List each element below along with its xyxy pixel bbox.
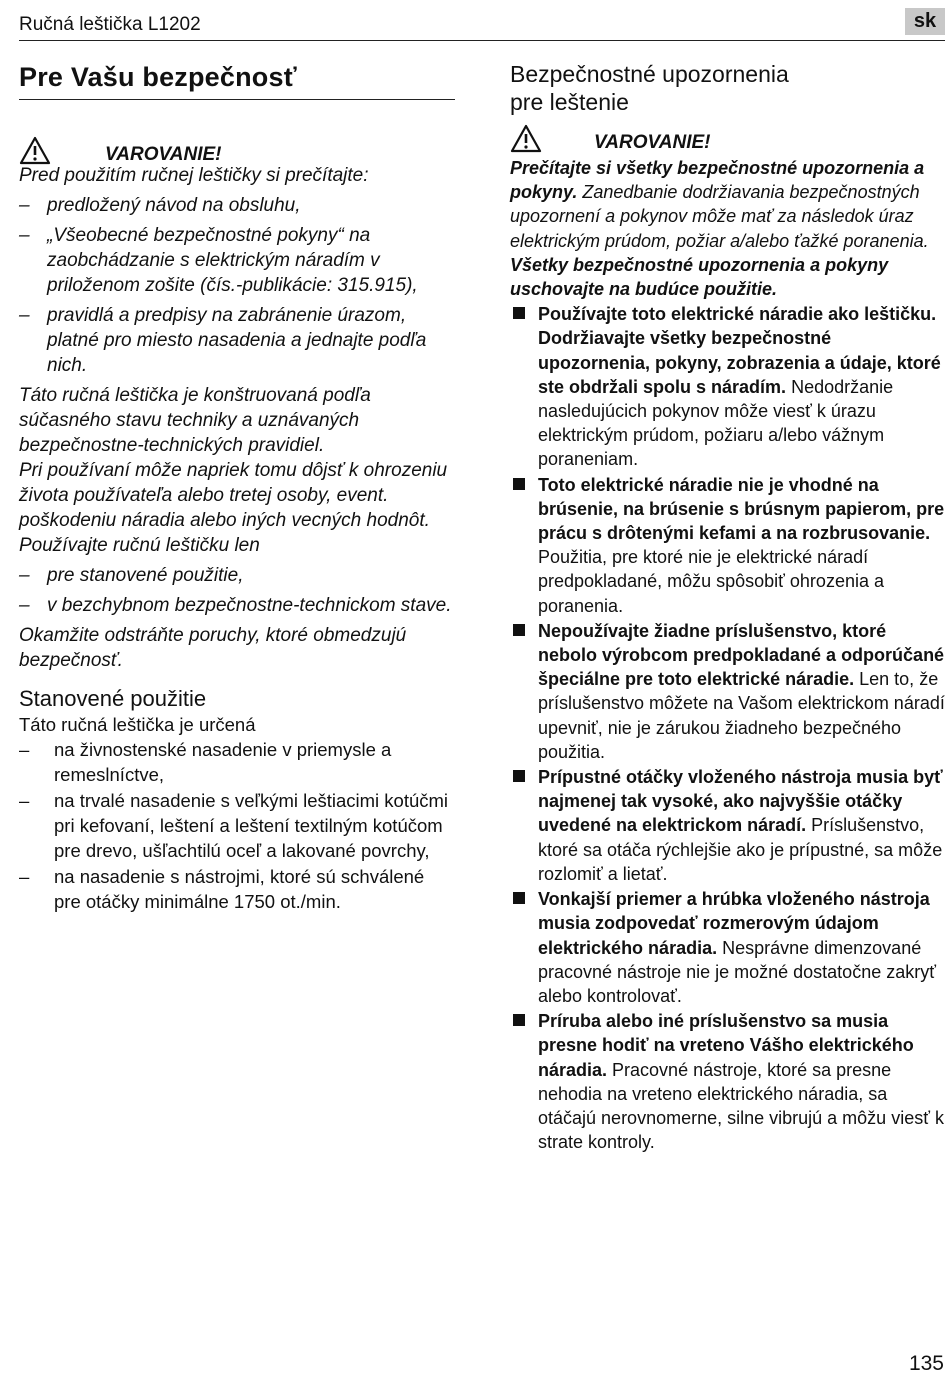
square-bullet-icon [513,478,525,490]
intended-use-intro: Táto ručná leštička je určená [19,714,256,735]
warning-label: VAROVANIE! [594,132,711,153]
use-list [19,563,455,618]
polish-safety-title-line2: pre leštenie [510,89,629,115]
list-item: – na živnostenské nasadenie v priemysle a remeslníctve, [19,739,392,785]
list-item: – na trvalé nasadenie s veľkými leštiacimi kotúčmi pri kefovaní, leštení a leštení textilným kotúčom pre drevo, ušľachtilú oceľ a lakované povrchy, [19,790,449,861]
risk-paragraph: Pri používaní môže napriek tomu dôjsť k ohrozeniu života používateľa alebo tretej osoby, event. poškodeniu náradia alebo iných vecných hodnôt. Používajte ručnú leštičku len [19,460,448,556]
polish-safety-title [510,60,945,116]
warning-heading [510,120,945,154]
square-bullet-icon [513,624,525,636]
list-item: Vonkajší priemer a hrúbka vloženého nástroja musia zodpovedať rozmerovým údajom elektrického náradia. Nesprávne dimenzované pracovné nástroje nie je možné dostatočne zakryť alebo kontrolovať. [510,887,945,1008]
intended-use-title: Stanovené použitie [19,686,207,711]
language-badge: sk [905,8,945,35]
polish-safety-title-line1: Bezpečnostné upozornenia [510,61,789,87]
square-bullet-icon [513,1014,525,1026]
list-item: – predložený návod na obsluhu, [19,195,301,216]
read-list [19,193,455,378]
square-bullet-icon [513,307,525,319]
list-item: – pravidlá a predpisy na zabránenie úrazom, platné pro miesto nasadenia a jednajte podľa nich. [19,305,427,376]
warning-heading [19,132,455,166]
left-column [19,60,455,915]
square-bullet-icon [513,892,525,904]
read-all-paragraph: Prečítajte si všetky bezpečnostné upozornenia a pokyny. Zanedbanie dodržiavania bezpečnostných upozornení a pokynov môže mať za následok úraz elektrickým prúdom, požiar a/alebo ťažké poranenia. [510,158,929,251]
safety-title: Pre Vašu bezpečnosť [19,60,455,100]
right-column [510,60,945,1155]
list-item: – „Všeobecné bezpečnostné pokyny“ na zaobchádzanie s elektrickým náradím v priloženom zošite (čís.-publikácie: 315.915), [19,225,418,296]
construction-paragraph: Táto ručná leštička je konštruovaná podľa súčasného stavu techniky a uznávaných bezpečnostne-technických pravidiel. [19,385,371,456]
polish-safety-list [510,302,945,1154]
page-header [19,8,945,41]
list-item: Nepoužívajte žiadne príslušenstvo, ktoré nebolo výrobcom predpokladané a odporúčané špeciálne pre toto elektrické náradie. Len to, že príslušenstvo môžete na Vašom elektrickom náradí upevniť, nie je zárukou žiadneho bezpečného použitia. [510,619,945,764]
list-item: Príruba alebo iné príslušenstvo sa musia presne hodiť na vreteno Vášho elektrického náradia. Pracovné nástroje, ktoré sa presne nehodia na vreteno elektrického náradia, sa otáčajú nerovnomerne, silne vibrujú a môžu viesť k strate kontroly. [510,1009,945,1154]
list-item: – v bezchybnom bezpečnostne-technickom stave. [19,595,452,616]
list-item: Používajte toto elektrické náradie ako leštičku. Dodržiavajte všetky bezpečnostné upozornenia, pokyny, zobrazenia a údaje, ktoré ste obdržali spolu s náradím. Nedodržanie nasledujúcich pokynov môže viesť k úrazu elektrickým prúdom, požiaru a/lebo vážnym poraneniam. [510,302,945,471]
header-title: Ručná leštička L1202 [19,14,201,35]
warning-triangle-icon [19,136,51,166]
list-item: – pre stanovené použitie, [19,565,244,586]
list-item: Prípustné otáčky vloženého nástroja musia byť najmenej tak vysoké, ako najvyššie otáčky uvedené na elektrickom náradí. Príslušenstvo, ktoré sa otáča rýchlejšie ako je prípustné, sa môže rozlomiť a lietať. [510,765,945,886]
page-number: 135 [908,1352,944,1375]
keep-instructions: Všetky bezpečnostné upozornenia a pokyny uschovajte na budúce použitie. [510,254,889,300]
square-bullet-icon [513,770,525,782]
list-item: Toto elektrické náradie nie je vhodné na brúsenie, na brúsenie s brúsnym papierom, pre prácu s drôtenými kefami a na rozbrusovanie. Použitia, pre ktoré nie je elektrické náradí predpokladané, môžu spôsobiť ohrozenia a poranenia. [510,473,945,618]
warning-triangle-icon [510,124,542,154]
warning-label: VAROVANIE! [105,144,222,165]
list-item: – na nasadenie s nástrojmi, ktoré sú schválené pre otáčky minimálne 1750 ot./min. [19,866,425,912]
intended-use-list [19,737,455,914]
read-intro: Pred použitím ručnej leštičky si prečítajte: [19,165,369,186]
fault-paragraph: Okamžite odstráňte poruchy, ktoré obmedzujú bezpečnosť. [19,625,407,671]
